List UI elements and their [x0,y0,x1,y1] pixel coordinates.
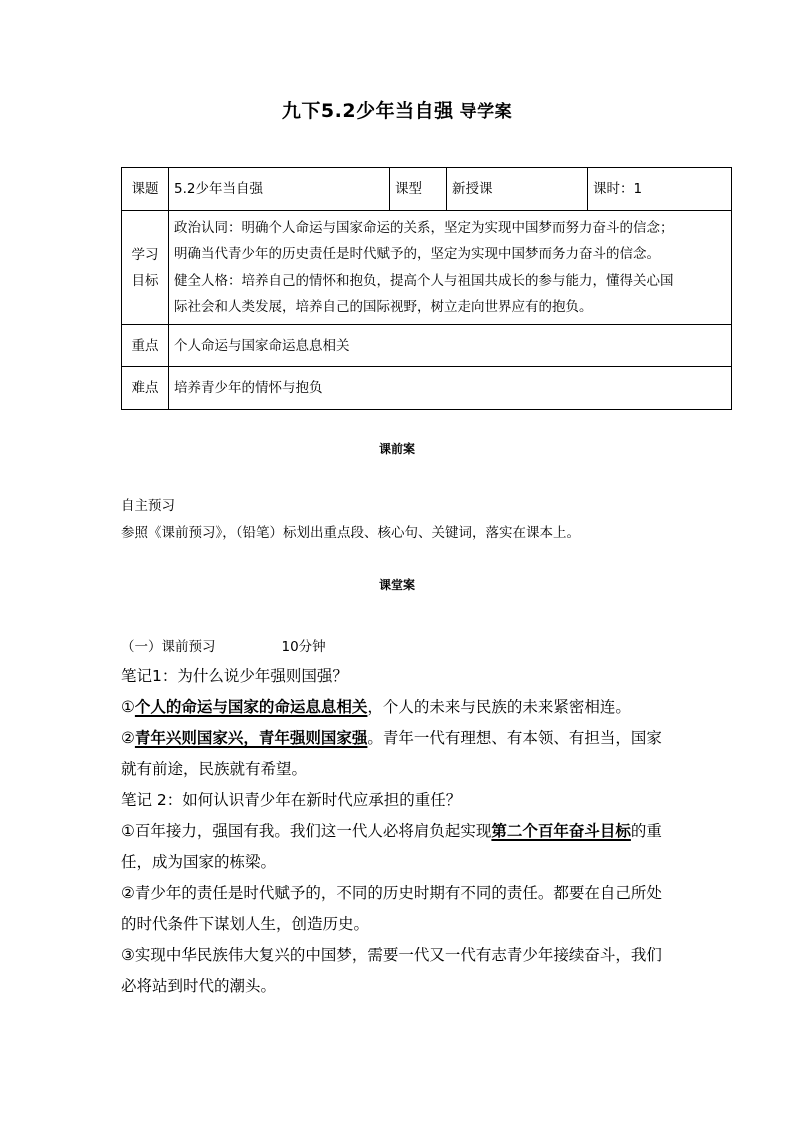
note1-question: 笔记1：为什么说少年强则国强？ [121,667,348,685]
note2-point1-start: ①百年接力，强国有我。我们这一代人必将肩负起实现 [121,822,492,840]
note1-point1-bold: 个人的命运与国家的命运息息相关 [134,698,368,716]
label-type: 课型 [390,168,447,211]
table-row-key [122,325,732,367]
note1-point2-cont: 就有前途，民族就有希望。 [121,760,308,778]
label-goals-text: 学习目标 [131,246,159,289]
title-sub: 导学案 [459,102,513,122]
label-goals [122,211,169,325]
goal-line-2: 明确当代青少年的历史责任是时代赋予的，坚定为实现中国梦而务力奋斗的信念。 [174,246,660,262]
page-title [0,96,794,123]
note1-point2-mark: ② [121,729,135,747]
note1-point1 [121,695,631,717]
table-row-goals [122,211,732,325]
label-difficulty: 难点 [122,367,169,410]
topic-value: 5.2少年当自强 [169,168,390,211]
note1-point1-rest: ，个人的未来与民族的未来紧密相连。 [367,698,631,716]
note1-point2 [121,726,662,748]
goal-line-3: 健全人格：培养自己的情怀和抱负，提高个人与祖国共成长的参与能力，懂得关心国 [174,272,674,289]
table-row-difficulty [122,367,732,410]
note1-point2-bold: 青年兴则国家兴，青年强则国家强 [134,729,368,747]
label-key: 重点 [122,325,169,367]
note1-point2-rest: 。青年一代有理想、有本领、有担当，国家 [367,729,662,747]
key-value: 个人命运与国家命运息息相关 [169,325,732,367]
goal-line-4: 际社会和人类发展，培养自己的国际视野，树立走向世界应有的抱负。 [174,299,593,315]
section1-time: 10分钟 [281,639,326,655]
in-class-heading: 课堂案 [378,578,415,592]
period-value: 课时：1 [588,168,732,211]
note2-point1-bold: 第二个百年奋斗目标 [491,822,631,840]
goals-content [169,211,732,325]
self-study-label: 自主预习 [121,498,175,514]
pre-class-heading: 课前案 [378,442,415,456]
table-row-topic [122,168,732,211]
note2-point3-line2: 必将站到时代的潮头。 [121,977,277,995]
section1-label: （一）课前预习 [121,639,216,655]
section1-title [121,635,326,655]
self-study-instruction: 参照《课前预习》，（铅笔）标划出重点段、核心句、关键词，落实在课本上。 [121,525,580,541]
note2-point1 [121,819,662,841]
type-value: 新授课 [447,168,588,211]
note2-point2-line1: ②青少年的责任是时代赋予的，不同的历史时期有不同的责任。都要在自己所处 [121,884,662,902]
difficulty-value: 培养青少年的情怀与抱负 [169,367,732,410]
note2-point3-line1: ③实现中华民族伟大复兴的中国梦，需要一代又一代有志青少年接续奋斗，我们 [121,946,662,964]
note2-question: 笔记 2：如何认识青少年在新时代应承担的重任？ [121,791,462,809]
title-main: 九下5.2少年当自强 [281,100,454,122]
note2-point2-line2: 的时代条件下谋划人生，创造历史。 [121,915,370,933]
note2-point1-cont: 任，成为国家的栋梁。 [121,853,277,871]
label-topic: 课题 [122,168,169,211]
note2-point1-end: 的重 [630,822,662,840]
note1-point1-mark: ① [121,698,135,716]
lesson-info-table [121,167,732,410]
goal-line-1: 政治认同：明确个人命运与国家命运的关系，坚定为实现中国梦而努力奋斗的信念； [174,219,674,236]
